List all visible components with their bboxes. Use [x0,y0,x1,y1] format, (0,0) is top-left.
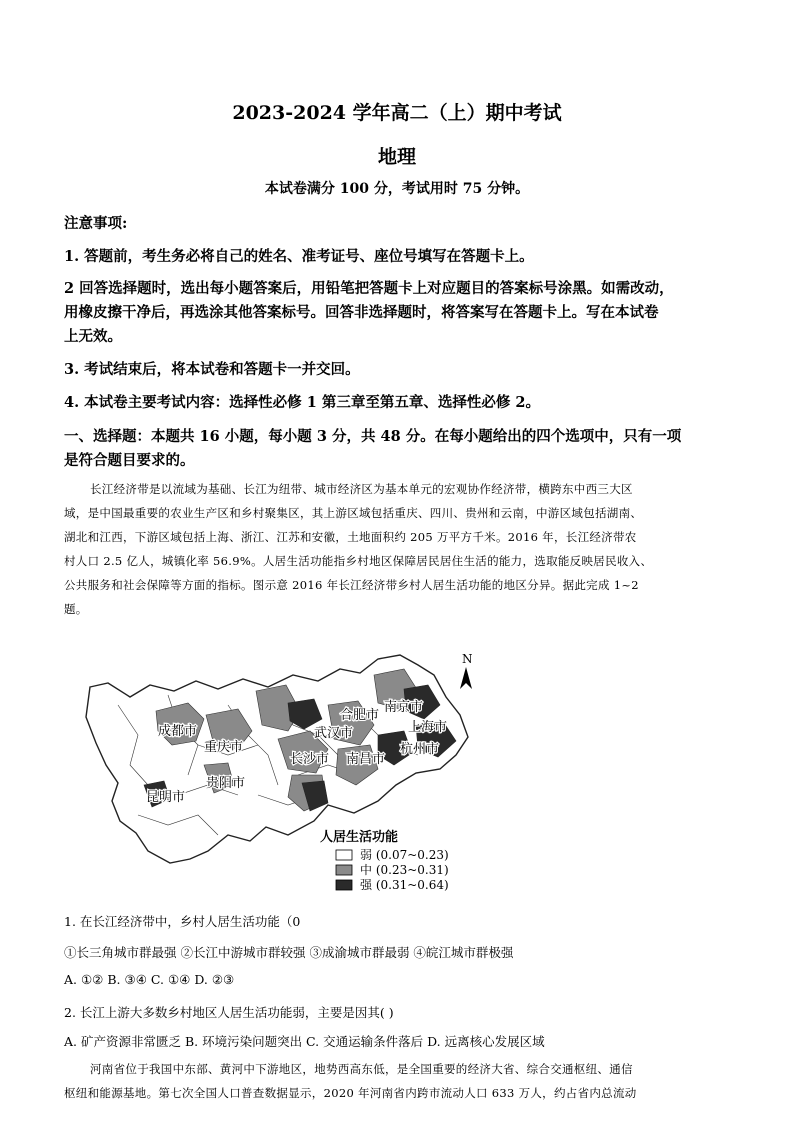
city-label: 武汉市 [314,726,354,741]
subject-title: 地理 [377,146,416,168]
city-label: 昆明市 [146,790,186,805]
passage-1-line: 题。 [64,602,88,616]
question-2-stem: 2. 长江上游大多数乡村地区人居生活功能弱，主要是因其( ) [64,1005,394,1020]
note-2-line-3: 上无效。 [64,328,122,345]
legend-swatch-strong [336,880,352,890]
passage-1-line: 村人口 2.5 亿人，城镇化率 56.9%。人居生活功能指乡村地区保障居民居住生活的能力，选取能反映居民收入、 [64,554,653,568]
legend-swatch-weak [336,850,352,860]
note-2-line-1: 2 回答选择题时，选出每小题答案后，用铅笔把答题卡上对应题目的答案标号涂黑。如需改动， [64,280,674,297]
city-label: 合肥市 [340,708,380,723]
city-label: 重庆市 [204,740,244,755]
question-1-options: A. ①② B. ③④ C. ①④ D. ②③ [64,972,235,987]
city-label: 杭州市 [400,742,440,757]
notes-heading: 注意事项: [64,215,128,232]
note-1: 1. 答题前，考生务必将自己的姓名、准考证号、座位号填写在答题卡上。 [64,248,534,265]
legend-label: 强 (0.31~0.64) [360,878,449,892]
city-label: 南昌市 [346,752,386,767]
city-label: 上海市 [408,720,448,735]
score-note: 本试卷满分 100 分，考试用时 75 分钟。 [264,181,530,197]
yangtze-region-map [78,645,486,897]
note-2-line-2: 用橡皮擦干净后，再选涂其他答案标号。回答非选择题时，将答案写在答题卡上。写在本试卷 [64,304,659,321]
legend-title: 人居生活功能 [320,830,399,845]
city-label: 南京市 [384,700,424,715]
legend-label: 弱 (0.07~0.23) [360,848,449,862]
city-label: 成都市 [158,724,198,739]
city-label: 长沙市 [290,752,330,767]
passage-1-line: 公共服务和社会保障等方面的指标。图示意 2016 年长江经济带乡村人居生活功能的地区分异。据此完成 1~2 [64,578,639,592]
question-1-stem: 1. 在长江经济带中，乡村人居生活功能（0 [64,914,301,929]
section-1-line-2: 是符合题目要求的。 [64,452,195,469]
question-2-options: A. 矿产资源非常匮乏 B. 环境污染问题突出 C. 交通运输条件落后 D. 远离核心发展区域 [64,1034,545,1049]
passage-1-line: 长江经济带是以流域为基础、长江为纽带、城市经济区为基本单元的宏观协作经济带，横跨东中西三大区 [90,482,633,496]
passage-2-line: 枢纽和能源基地。第七次全国人口普查数据显示，2020 年河南省内跨市流动人口 633 万人，约占省内总流动 [64,1086,637,1100]
section-1-line-1: 一、选择题：本题共 16 小题，每小题 3 分，共 48 分。在每小题给出的四个选项中，只有一项 [64,428,682,445]
legend-label: 中 (0.23~0.31) [360,863,449,877]
note-4: 4. 本试卷主要考试内容：选择性必修 1 第三章至第五章、选择性必修 2。 [64,394,541,411]
legend-swatch-mid [336,865,352,875]
passage-2-line: 河南省位于我国中东部、黄河中下游地区，地势西高东低，是全国重要的经济大省、综合交通枢纽、通信 [90,1062,633,1076]
north-arrow-icon [460,652,473,689]
question-1-statements: ①长三角城市群最强 ②长江中游城市群较强 ③成渝城市群最弱 ④皖江城市群极强 [64,945,514,960]
map-legend [310,825,482,895]
city-label: 贵阳市 [206,776,246,791]
note-3: 3. 考试结束后，将本试卷和答题卡一并交回。 [64,361,360,378]
exam-title: 2023-2024 学年高二（上）期中考试 [232,102,562,124]
north-label: N [462,652,473,666]
passage-1-line: 域，是中国最重要的农业生产区和乡村聚集区，其上游区域包括重庆、四川、贵州和云南，中游区域包括湖南、 [64,506,643,520]
passage-1-line: 湖北和江西，下游区域包括上海、浙江、江苏和安徽，土地面积约 205 万平方千米。2016 年，长江经济带农 [64,530,637,544]
